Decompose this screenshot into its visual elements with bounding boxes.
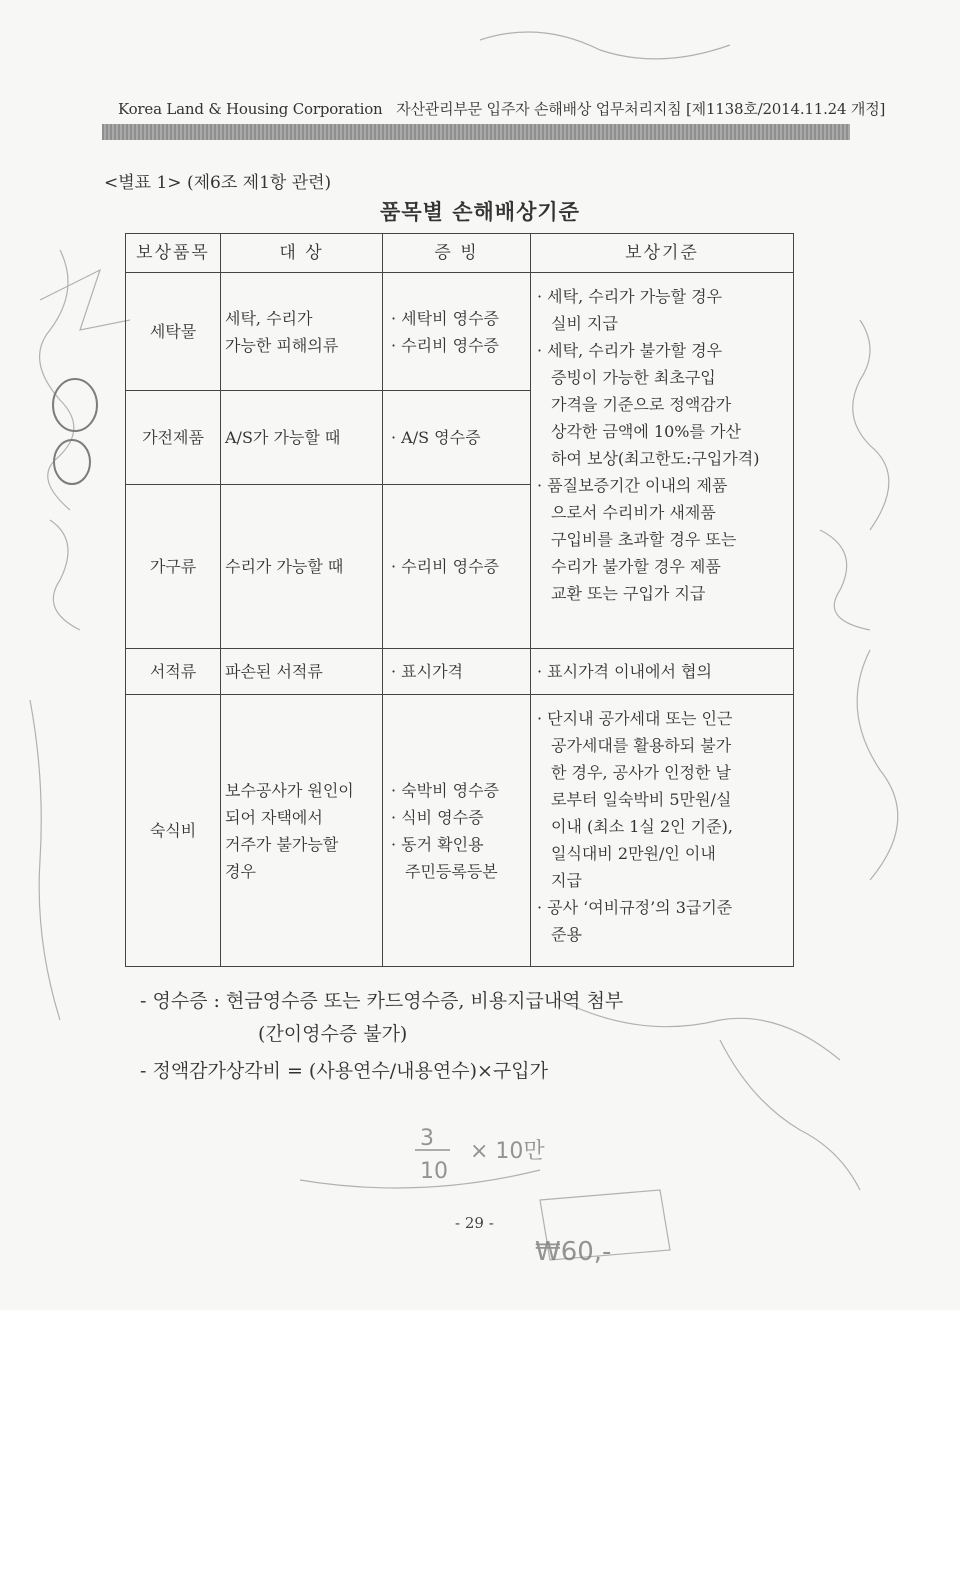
row-item: 서적류 bbox=[126, 649, 221, 695]
compensation-table bbox=[125, 233, 794, 967]
row-target: 세탁, 수리가 가능한 피해의류 bbox=[221, 273, 383, 391]
row-proof: · 숙박비 영수증 · 식비 영수증 · 동거 확인용 주민등록등본 bbox=[383, 695, 531, 967]
page-title bbox=[0, 196, 960, 226]
header-org: Korea Land & Housing Corporation bbox=[118, 100, 383, 118]
row-item: 가구류 bbox=[126, 485, 221, 649]
note-depreciation: - 정액감가상각비 = (사용연수/내용연수)×구입가 bbox=[140, 1060, 548, 1082]
row-proof: · 표시가격 bbox=[383, 649, 531, 695]
header-item: 보상품목 bbox=[126, 234, 221, 273]
row-target: 보수공사가 원인이 되어 자택에서 거주가 불가능할 경우 bbox=[221, 695, 383, 967]
handwritten-formula: × 10만 bbox=[470, 1139, 545, 1164]
table-header-row bbox=[126, 234, 794, 273]
row-target: A/S가 가능할 때 bbox=[221, 391, 383, 485]
row-proof: · A/S 영수증 bbox=[383, 391, 531, 485]
row-item: 숙식비 bbox=[126, 695, 221, 967]
row-standard: · 단지내 공가세대 또는 인근 공가세대를 활용하되 불가 한 경우, 공사가 인정한 날 로부터 일숙박비 5만원/실 이내 (최소 1실 2인 기준), 일식대비 2만원/인 이내 지급 · 공사 ‘여비규정’의 3급기준 준용 bbox=[531, 695, 794, 967]
note-receipt: - 영수증 : 현금영수증 또는 카드영수증, 비용지급내역 첨부 bbox=[140, 990, 624, 1012]
row-item: 가전제품 bbox=[126, 391, 221, 485]
row-target: 파손된 서적류 bbox=[221, 649, 383, 695]
table-row bbox=[126, 695, 794, 967]
handwritten-denominator: 10 bbox=[420, 1159, 448, 1184]
merged-standard: · 세탁, 수리가 가능할 경우 실비 지급 · 세탁, 수리가 불가할 경우 증빙이 가능한 최초구입 가격을 기준으로 정액감가 상각한 금액에 10%를 가산 하여 보상(최고한도:구입가격) · 품질보증기간 이내의 제품 으로서 수리비가 새제품 구입비를 초과할 경우 또는 수리가 불가할 경우 제품 교환 또는 구입가 지급 bbox=[531, 273, 794, 649]
handwritten-amount: ₩60,- bbox=[535, 1237, 612, 1267]
row-item: 세탁물 bbox=[126, 273, 221, 391]
notes bbox=[140, 985, 623, 1088]
row-standard: · 표시가격 이내에서 협의 bbox=[531, 649, 794, 695]
handwritten-numerator: 3 bbox=[420, 1126, 434, 1151]
row-proof: · 세탁비 영수증 · 수리비 영수증 bbox=[383, 273, 531, 391]
page-number: - 29 - bbox=[455, 1214, 494, 1232]
header-proof: 증 빙 bbox=[383, 234, 531, 273]
running-header bbox=[118, 98, 886, 119]
annex-reference: <별표 1> (제6조 제1항 관련) bbox=[104, 173, 332, 193]
note-receipt-sub: (간이영수증 불가) bbox=[258, 1023, 408, 1045]
header-rule bbox=[102, 124, 850, 140]
table-row bbox=[126, 273, 794, 391]
page-title-text: 품목별 손해배상기준 bbox=[380, 199, 580, 224]
row-proof: · 수리비 영수증 bbox=[383, 485, 531, 649]
header-doc: 자산관리부문 입주자 손해배상 업무처리지침 [제1138호/2014.11.24 개정] bbox=[396, 100, 886, 118]
row-target: 수리가 가능할 때 bbox=[221, 485, 383, 649]
header-target: 대 상 bbox=[221, 234, 383, 273]
table-row bbox=[126, 649, 794, 695]
header-standard: 보상기준 bbox=[531, 234, 794, 273]
